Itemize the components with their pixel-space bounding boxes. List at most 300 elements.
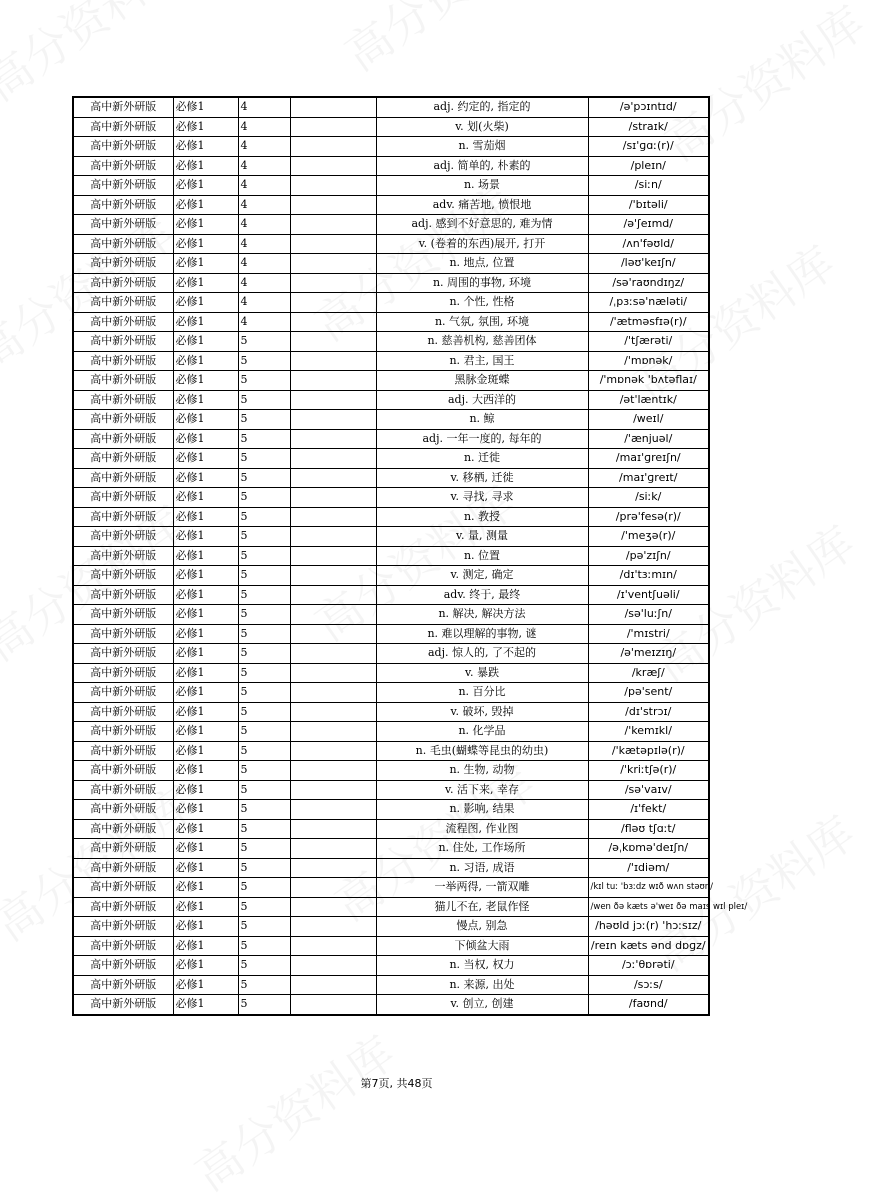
- edition-cell: 高中新外研版: [73, 605, 173, 625]
- meaning-cell: v. 寻找, 寻求: [376, 488, 588, 508]
- unit-cell: 5: [238, 527, 290, 547]
- word-cell: [290, 156, 376, 176]
- phonetic-cell: /'tʃærəti/: [588, 332, 709, 352]
- book-cell: 必修1: [173, 975, 238, 995]
- unit-cell: 5: [238, 546, 290, 566]
- phonetic-cell: /reɪn kæts ənd dɒɡz/: [588, 936, 709, 956]
- phonetic-cell: /fləʊ tʃɑːt/: [588, 819, 709, 839]
- meaning-cell: adv. 终于, 最终: [376, 585, 588, 605]
- word-cell: [290, 761, 376, 781]
- unit-cell: 4: [238, 156, 290, 176]
- table-row: [73, 644, 709, 664]
- phonetic-cell: /faʊnd/: [588, 995, 709, 1015]
- word-cell: [290, 468, 376, 488]
- edition-cell: 高中新外研版: [73, 897, 173, 917]
- table-row: [73, 137, 709, 157]
- edition-cell: 高中新外研版: [73, 312, 173, 332]
- table-row: [73, 722, 709, 742]
- phonetic-cell: /straɪk/: [588, 117, 709, 137]
- book-cell: 必修1: [173, 741, 238, 761]
- book-cell: 必修1: [173, 195, 238, 215]
- unit-cell: 5: [238, 956, 290, 976]
- meaning-cell: 流程图, 作业图: [376, 819, 588, 839]
- meaning-cell: 一举两得, 一箭双雕: [376, 878, 588, 898]
- unit-cell: 5: [238, 702, 290, 722]
- phonetic-cell: /əˌkɒmə'deɪʃn/: [588, 839, 709, 859]
- unit-cell: 4: [238, 195, 290, 215]
- meaning-cell: n. 场景: [376, 176, 588, 196]
- book-cell: 必修1: [173, 156, 238, 176]
- book-cell: 必修1: [173, 390, 238, 410]
- edition-cell: 高中新外研版: [73, 429, 173, 449]
- phonetic-cell: /həʊld jɔː(r) 'hɔːsɪz/: [588, 917, 709, 937]
- phonetic-cell: /'ænjuəl/: [588, 429, 709, 449]
- unit-cell: 5: [238, 878, 290, 898]
- unit-cell: 4: [238, 273, 290, 293]
- edition-cell: 高中新外研版: [73, 137, 173, 157]
- book-cell: 必修1: [173, 878, 238, 898]
- book-cell: 必修1: [173, 234, 238, 254]
- meaning-cell: 下倾盆大雨: [376, 936, 588, 956]
- edition-cell: 高中新外研版: [73, 215, 173, 235]
- word-cell: [290, 195, 376, 215]
- edition-cell: 高中新外研版: [73, 858, 173, 878]
- meaning-cell: n. 雪茄烟: [376, 137, 588, 157]
- meaning-cell: n. 位置: [376, 546, 588, 566]
- book-cell: 必修1: [173, 819, 238, 839]
- unit-cell: 5: [238, 566, 290, 586]
- book-cell: 必修1: [173, 839, 238, 859]
- book-cell: 必修1: [173, 351, 238, 371]
- word-cell: [290, 293, 376, 313]
- book-cell: 必修1: [173, 702, 238, 722]
- meaning-cell: n. 生物, 动物: [376, 761, 588, 781]
- table-row: [73, 917, 709, 937]
- unit-cell: 5: [238, 741, 290, 761]
- table-row: [73, 761, 709, 781]
- unit-cell: 5: [238, 839, 290, 859]
- word-cell: [290, 819, 376, 839]
- word-cell: [290, 917, 376, 937]
- phonetic-cell: /ɪ'ventʃuəli/: [588, 585, 709, 605]
- edition-cell: 高中新外研版: [73, 917, 173, 937]
- edition-cell: 高中新外研版: [73, 683, 173, 703]
- edition-cell: 高中新外研版: [73, 702, 173, 722]
- phonetic-cell: /maɪ'ɡreɪt/: [588, 468, 709, 488]
- edition-cell: 高中新外研版: [73, 839, 173, 859]
- unit-cell: 5: [238, 683, 290, 703]
- meaning-cell: adj. 感到不好意思的, 难为情: [376, 215, 588, 235]
- phonetic-cell: /ɪ'fekt/: [588, 800, 709, 820]
- word-cell: [290, 488, 376, 508]
- phonetic-cell: /'bɪtəli/: [588, 195, 709, 215]
- phonetic-cell: /'ætməsfɪə(r)/: [588, 312, 709, 332]
- meaning-cell: v. 划(火柴): [376, 117, 588, 137]
- phonetic-cell: /siːk/: [588, 488, 709, 508]
- edition-cell: 高中新外研版: [73, 176, 173, 196]
- edition-cell: 高中新外研版: [73, 624, 173, 644]
- book-cell: 必修1: [173, 761, 238, 781]
- word-cell: [290, 390, 376, 410]
- meaning-cell: 黑脉金斑蝶: [376, 371, 588, 391]
- table-row: [73, 156, 709, 176]
- unit-cell: 5: [238, 468, 290, 488]
- meaning-cell: n. 解决, 解决方法: [376, 605, 588, 625]
- book-cell: 必修1: [173, 488, 238, 508]
- book-cell: 必修1: [173, 410, 238, 430]
- meaning-cell: adj. 惊人的, 了不起的: [376, 644, 588, 664]
- edition-cell: 高中新外研版: [73, 527, 173, 547]
- word-cell: [290, 800, 376, 820]
- table-row: [73, 624, 709, 644]
- book-cell: 必修1: [173, 722, 238, 742]
- phonetic-cell: /sɪ'ɡɑː(r)/: [588, 137, 709, 157]
- meaning-cell: n. 习语, 成语: [376, 858, 588, 878]
- word-cell: [290, 995, 376, 1015]
- table-row: [73, 956, 709, 976]
- edition-cell: 高中新外研版: [73, 936, 173, 956]
- word-cell: [290, 741, 376, 761]
- table-row: [73, 332, 709, 352]
- meaning-cell: v. 暴跌: [376, 663, 588, 683]
- book-cell: 必修1: [173, 624, 238, 644]
- unit-cell: 5: [238, 488, 290, 508]
- unit-cell: 5: [238, 390, 290, 410]
- book-cell: 必修1: [173, 995, 238, 1015]
- phonetic-cell: /maɪ'ɡreɪʃn/: [588, 449, 709, 469]
- word-cell: [290, 410, 376, 430]
- meaning-cell: adj. 约定的, 指定的: [376, 97, 588, 117]
- meaning-cell: n. 住处, 工作场所: [376, 839, 588, 859]
- word-cell: [290, 936, 376, 956]
- meaning-cell: n. 周围的事物, 环境: [376, 273, 588, 293]
- edition-cell: 高中新外研版: [73, 722, 173, 742]
- word-cell: [290, 956, 376, 976]
- book-cell: 必修1: [173, 449, 238, 469]
- book-cell: 必修1: [173, 858, 238, 878]
- book-cell: 必修1: [173, 527, 238, 547]
- book-cell: 必修1: [173, 176, 238, 196]
- unit-cell: 5: [238, 332, 290, 352]
- watermark-text: [330, 0, 556, 84]
- unit-cell: 5: [238, 761, 290, 781]
- meaning-cell: n. 君主, 国王: [376, 351, 588, 371]
- edition-cell: 高中新外研版: [73, 780, 173, 800]
- book-cell: 必修1: [173, 137, 238, 157]
- unit-cell: 5: [238, 605, 290, 625]
- book-cell: 必修1: [173, 644, 238, 664]
- edition-cell: 高中新外研版: [73, 254, 173, 274]
- book-cell: 必修1: [173, 97, 238, 117]
- table-row: [73, 468, 709, 488]
- edition-cell: 高中新外研版: [73, 800, 173, 820]
- table-row: [73, 800, 709, 820]
- unit-cell: 5: [238, 800, 290, 820]
- meaning-cell: 猫儿不在, 老鼠作怪: [376, 897, 588, 917]
- edition-cell: 高中新外研版: [73, 644, 173, 664]
- meaning-cell: n. 影响, 结果: [376, 800, 588, 820]
- table-row: [73, 390, 709, 410]
- phonetic-cell: /sə'raʊndɪŋz/: [588, 273, 709, 293]
- vocabulary-table: [72, 96, 748, 1016]
- meaning-cell: n. 毛虫(蝴蝶等昆虫的幼虫): [376, 741, 588, 761]
- word-cell: [290, 97, 376, 117]
- unit-cell: 5: [238, 936, 290, 956]
- meaning-cell: n. 鲸: [376, 410, 588, 430]
- unit-cell: 5: [238, 663, 290, 683]
- meaning-cell: 慢点, 别急: [376, 917, 588, 937]
- word-cell: [290, 858, 376, 878]
- table-row: [73, 585, 709, 605]
- edition-cell: 高中新外研版: [73, 488, 173, 508]
- phonetic-cell: /kræʃ/: [588, 663, 709, 683]
- word-cell: [290, 117, 376, 137]
- meaning-cell: v. 创立, 创建: [376, 995, 588, 1015]
- unit-cell: 5: [238, 819, 290, 839]
- word-cell: [290, 605, 376, 625]
- edition-cell: 高中新外研版: [73, 293, 173, 313]
- meaning-cell: n. 教授: [376, 507, 588, 527]
- book-cell: 必修1: [173, 468, 238, 488]
- table-row: [73, 312, 709, 332]
- book-cell: 必修1: [173, 917, 238, 937]
- meaning-cell: n. 难以理解的事物, 谜: [376, 624, 588, 644]
- phonetic-cell: /dɪ'tɜːmɪn/: [588, 566, 709, 586]
- edition-cell: 高中新外研版: [73, 156, 173, 176]
- table-row: [73, 975, 709, 995]
- word-cell: [290, 234, 376, 254]
- phonetic-cell: /'mɪstri/: [588, 624, 709, 644]
- word-cell: [290, 429, 376, 449]
- table-row: [73, 839, 709, 859]
- word-cell: [290, 702, 376, 722]
- word-cell: [290, 566, 376, 586]
- table-row: [73, 293, 709, 313]
- word-cell: [290, 527, 376, 547]
- table-row: [73, 410, 709, 430]
- meaning-cell: v. 活下来, 幸存: [376, 780, 588, 800]
- phonetic-cell: /'kætəpɪlə(r)/: [588, 741, 709, 761]
- phonetic-cell: /'mɒnək 'bʌtəflaɪ/: [588, 371, 709, 391]
- edition-cell: 高中新外研版: [73, 410, 173, 430]
- word-cell: [290, 780, 376, 800]
- phonetic-cell: /kɪl tuː 'bɜːdz wɪð wʌn stəʊn/: [588, 878, 709, 898]
- table-row: [73, 936, 709, 956]
- table-row: [73, 254, 709, 274]
- unit-cell: 5: [238, 410, 290, 430]
- unit-cell: 5: [238, 351, 290, 371]
- meaning-cell: n. 化学品: [376, 722, 588, 742]
- phonetic-cell: /weɪl/: [588, 410, 709, 430]
- unit-cell: 5: [238, 780, 290, 800]
- book-cell: 必修1: [173, 507, 238, 527]
- book-cell: 必修1: [173, 215, 238, 235]
- edition-cell: 高中新外研版: [73, 663, 173, 683]
- word-cell: [290, 507, 376, 527]
- book-cell: 必修1: [173, 605, 238, 625]
- phonetic-cell: /prə'fesə(r)/: [588, 507, 709, 527]
- table-row: [73, 234, 709, 254]
- edition-cell: 高中新外研版: [73, 332, 173, 352]
- table-row: [73, 429, 709, 449]
- table-row: [73, 449, 709, 469]
- table-row: [73, 546, 709, 566]
- book-cell: 必修1: [173, 254, 238, 274]
- table-row: [73, 683, 709, 703]
- word-cell: [290, 351, 376, 371]
- unit-cell: 5: [238, 722, 290, 742]
- phonetic-cell: /ət'læntɪk/: [588, 390, 709, 410]
- unit-cell: 4: [238, 137, 290, 157]
- meaning-cell: n. 百分比: [376, 683, 588, 703]
- edition-cell: 高中新外研版: [73, 566, 173, 586]
- book-cell: 必修1: [173, 683, 238, 703]
- meaning-cell: n. 当权, 权力: [376, 956, 588, 976]
- phonetic-cell: /ʌn'fəʊld/: [588, 234, 709, 254]
- table-row: [73, 351, 709, 371]
- word-cell: [290, 624, 376, 644]
- meaning-cell: v. (卷着的东西)展开, 打开: [376, 234, 588, 254]
- edition-cell: 高中新外研版: [73, 546, 173, 566]
- book-cell: 必修1: [173, 956, 238, 976]
- edition-cell: 高中新外研版: [73, 468, 173, 488]
- meaning-cell: v. 测定, 确定: [376, 566, 588, 586]
- word-cell: [290, 975, 376, 995]
- meaning-cell: n. 地点, 位置: [376, 254, 588, 274]
- edition-cell: 高中新外研版: [73, 351, 173, 371]
- word-cell: [290, 254, 376, 274]
- meaning-cell: v. 破坏, 毁掉: [376, 702, 588, 722]
- table-row: [73, 702, 709, 722]
- word-cell: [290, 332, 376, 352]
- edition-cell: 高中新外研版: [73, 371, 173, 391]
- unit-cell: 4: [238, 117, 290, 137]
- unit-cell: 5: [238, 975, 290, 995]
- edition-cell: 高中新外研版: [73, 878, 173, 898]
- edition-cell: 高中新外研版: [73, 449, 173, 469]
- unit-cell: 5: [238, 917, 290, 937]
- edition-cell: 高中新外研版: [73, 995, 173, 1015]
- unit-cell: 5: [238, 585, 290, 605]
- table-row: [73, 527, 709, 547]
- table-row: [73, 566, 709, 586]
- meaning-cell: n. 来源, 出处: [376, 975, 588, 995]
- vocabulary-table-body: [73, 97, 748, 1015]
- table-row: [73, 995, 709, 1015]
- table-row: [73, 858, 709, 878]
- book-cell: 必修1: [173, 312, 238, 332]
- book-cell: 必修1: [173, 332, 238, 352]
- edition-cell: 高中新外研版: [73, 97, 173, 117]
- phonetic-cell: /'kemɪkl/: [588, 722, 709, 742]
- table-row: [73, 878, 709, 898]
- page-footer: 第7页, 共48页: [360, 1077, 433, 1090]
- book-cell: 必修1: [173, 566, 238, 586]
- unit-cell: 5: [238, 371, 290, 391]
- watermark-text: [180, 1018, 406, 1204]
- unit-cell: 4: [238, 293, 290, 313]
- meaning-cell: adj. 一年一度的, 每年的: [376, 429, 588, 449]
- meaning-cell: adv. 痛苦地, 愤恨地: [376, 195, 588, 215]
- phonetic-cell: /ləʊ'keɪʃn/: [588, 254, 709, 274]
- book-cell: 必修1: [173, 371, 238, 391]
- edition-cell: 高中新外研版: [73, 234, 173, 254]
- word-cell: [290, 663, 376, 683]
- phonetic-cell: /pə'zɪʃn/: [588, 546, 709, 566]
- book-cell: 必修1: [173, 117, 238, 137]
- meaning-cell: v. 量, 测量: [376, 527, 588, 547]
- meaning-cell: n. 气氛, 氛围, 环境: [376, 312, 588, 332]
- meaning-cell: adj. 简单的, 朴素的: [376, 156, 588, 176]
- phonetic-cell: /siːn/: [588, 176, 709, 196]
- unit-cell: 4: [238, 97, 290, 117]
- word-cell: [290, 878, 376, 898]
- book-cell: 必修1: [173, 546, 238, 566]
- table-row: [73, 117, 709, 137]
- edition-cell: 高中新外研版: [73, 195, 173, 215]
- table-row: [73, 605, 709, 625]
- word-cell: [290, 722, 376, 742]
- phonetic-cell: /ə'pɔɪntɪd/: [588, 97, 709, 117]
- edition-cell: 高中新外研版: [73, 819, 173, 839]
- phonetic-cell: /sə'vaɪv/: [588, 780, 709, 800]
- word-cell: [290, 839, 376, 859]
- meaning-cell: n. 个性, 性格: [376, 293, 588, 313]
- table-row: [73, 507, 709, 527]
- book-cell: 必修1: [173, 800, 238, 820]
- word-cell: [290, 897, 376, 917]
- word-cell: [290, 215, 376, 235]
- book-cell: 必修1: [173, 780, 238, 800]
- edition-cell: 高中新外研版: [73, 761, 173, 781]
- table-row: [73, 663, 709, 683]
- meaning-cell: n. 慈善机构, 慈善团体: [376, 332, 588, 352]
- phonetic-cell: /dɪ'strɔɪ/: [588, 702, 709, 722]
- phonetic-cell: /pleɪn/: [588, 156, 709, 176]
- word-cell: [290, 546, 376, 566]
- table-row: [73, 176, 709, 196]
- unit-cell: 5: [238, 995, 290, 1015]
- unit-cell: 4: [238, 215, 290, 235]
- edition-cell: 高中新外研版: [73, 273, 173, 293]
- unit-cell: 5: [238, 644, 290, 664]
- table-row: [73, 215, 709, 235]
- phonetic-cell: /ə'ʃeɪmd/: [588, 215, 709, 235]
- edition-cell: 高中新外研版: [73, 507, 173, 527]
- phonetic-cell: /wen ðə kæts ə'weɪ ðə maɪs wɪl pleɪ/: [588, 897, 709, 917]
- word-cell: [290, 312, 376, 332]
- table-row: [73, 273, 709, 293]
- phonetic-cell: /'ɪdiəm/: [588, 858, 709, 878]
- edition-cell: 高中新外研版: [73, 741, 173, 761]
- unit-cell: 4: [238, 176, 290, 196]
- word-cell: [290, 176, 376, 196]
- meaning-cell: adj. 大西洋的: [376, 390, 588, 410]
- phonetic-cell: /sə'luːʃn/: [588, 605, 709, 625]
- word-cell: [290, 644, 376, 664]
- word-cell: [290, 683, 376, 703]
- unit-cell: 5: [238, 429, 290, 449]
- word-cell: [290, 273, 376, 293]
- phonetic-cell: /'mɒnək/: [588, 351, 709, 371]
- phonetic-cell: /ˌpɜːsə'næləti/: [588, 293, 709, 313]
- edition-cell: 高中新外研版: [73, 585, 173, 605]
- table-row: [73, 371, 709, 391]
- book-cell: 必修1: [173, 663, 238, 683]
- word-cell: [290, 371, 376, 391]
- unit-cell: 5: [238, 897, 290, 917]
- phonetic-cell: /pə'sent/: [588, 683, 709, 703]
